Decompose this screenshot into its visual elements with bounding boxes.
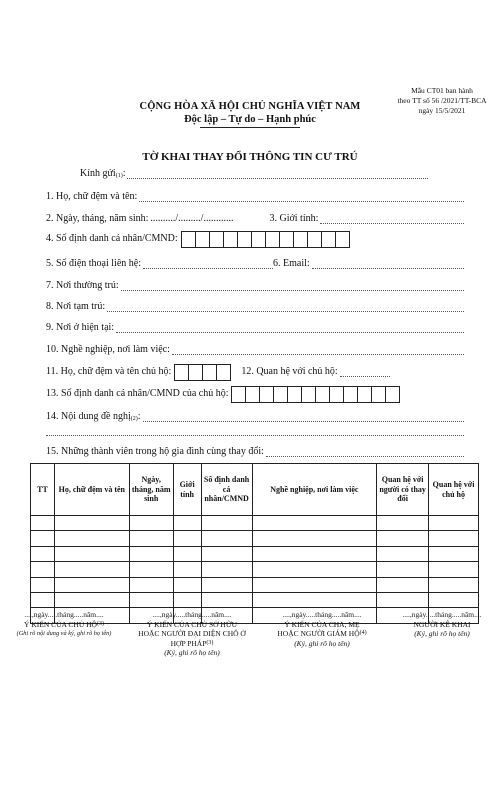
form-title: TỜ KHAI THAY ĐỔI THÔNG TIN CƯ TRÚ <box>142 151 358 163</box>
recipient-field[interactable] <box>127 170 428 179</box>
table-cell[interactable] <box>252 562 377 577</box>
table-cell[interactable] <box>54 516 129 531</box>
col-header-gender: Giới tính <box>173 464 201 516</box>
full-name-line <box>46 191 464 202</box>
table-cell[interactable] <box>173 546 201 561</box>
permanent-residence-label: 7. Nơi thường trú: <box>46 280 119 291</box>
household-head-line <box>46 364 390 381</box>
table-cell[interactable] <box>129 546 173 561</box>
members-heading: 15. Những thành viên trong hộ gia đình cùng thay đổi: <box>46 446 264 457</box>
national-motto: Độc lập – Tự do – Hạnh phúc <box>184 114 316 125</box>
table-cell[interactable] <box>377 546 429 561</box>
sig-note: (Ghi rõ nội dung và ký, ghi rõ họ tên) <box>16 630 112 637</box>
table-cell[interactable] <box>429 546 479 561</box>
occupation-field[interactable] <box>172 346 464 355</box>
col-header-full-name: Họ, chữ đệm và tên <box>54 464 129 516</box>
table-cell[interactable] <box>252 531 377 546</box>
temporary-residence-field[interactable] <box>107 303 464 312</box>
table-cell[interactable] <box>201 562 252 577</box>
table-cell[interactable] <box>429 592 479 607</box>
table-cell[interactable] <box>377 562 429 577</box>
phone-email-line <box>46 258 464 269</box>
form-code <box>388 86 496 116</box>
sig-date[interactable]: ....,ngày.....tháng.....năm.... <box>24 610 104 619</box>
sig-footnote: (4) <box>359 630 367 636</box>
table-body <box>31 516 479 624</box>
relationship-label: 12. Quan hệ với chủ hộ: <box>241 366 338 377</box>
request-content-label: 14. Nội dung đề nghị <box>46 411 131 422</box>
table-cell[interactable] <box>201 516 252 531</box>
table-row <box>31 546 479 561</box>
table-cell[interactable] <box>31 562 55 577</box>
household-head-boxes[interactable] <box>175 364 231 381</box>
household-members-table <box>30 463 479 624</box>
email-field[interactable] <box>312 260 464 269</box>
sig-date[interactable]: ....,ngày.....tháng.....năm.... <box>282 610 362 619</box>
table-cell[interactable] <box>129 577 173 592</box>
table-cell[interactable] <box>129 562 173 577</box>
signature-parent-guardian <box>262 610 382 648</box>
national-heading <box>130 101 370 128</box>
birth-date-field[interactable]: ........../........./............ <box>150 213 234 224</box>
current-residence-field[interactable] <box>116 324 464 333</box>
table-cell[interactable] <box>129 592 173 607</box>
col-header-birth-date: Ngày, tháng, năm sinh <box>129 464 173 516</box>
members-heading-fill <box>266 448 464 457</box>
table-cell[interactable] <box>173 562 201 577</box>
request-content-extra-line[interactable] <box>46 435 464 436</box>
table-cell[interactable] <box>377 531 429 546</box>
sig-date[interactable]: ....,ngày.....tháng.....năm.... <box>402 610 482 619</box>
table-cell[interactable] <box>201 577 252 592</box>
temporary-residence-line <box>46 301 464 312</box>
form-code-line-2: theo TT số 56 /2021/TT-BCA <box>397 96 487 105</box>
household-head-id-boxes[interactable] <box>232 386 400 403</box>
sig-note: (Ký, ghi rõ họ tên) <box>414 629 470 638</box>
table-cell[interactable] <box>201 546 252 561</box>
table-cell[interactable] <box>54 592 129 607</box>
recipient-footnote: (1) <box>115 173 123 179</box>
form-code-line-3: ngày 15/5/2021 <box>418 106 466 115</box>
table-cell[interactable] <box>377 592 429 607</box>
national-name: CỘNG HÒA XÃ HỘI CHỦ NGHĨA VIỆT NAM <box>139 101 361 112</box>
id-number-boxes[interactable] <box>182 231 350 248</box>
table-cell[interactable] <box>377 577 429 592</box>
sig-title: Ý KIẾN CỦA CHỦ HỘ <box>24 619 97 629</box>
sig-title: Ý KIẾN CỦA CHỦ SỞ HỮU HOẶC NGƯỜI ĐẠI DIỆN CHỖ Ở HỢP PHÁP <box>138 619 246 648</box>
sig-footnote: (3) <box>206 639 214 646</box>
full-name-field[interactable] <box>139 193 464 202</box>
household-head-label: 11. Họ, chữ đệm và tên chủ hộ: <box>46 366 172 377</box>
table-cell[interactable] <box>173 516 201 531</box>
phone-label: 5. Số điện thoại liên hệ: <box>46 258 141 269</box>
birth-gender-line <box>46 213 464 224</box>
col-header-relation-to-changer: Quan hệ với người có thay đổi <box>377 464 429 516</box>
sig-title: NGƯỜI KÊ KHAI <box>413 619 471 629</box>
table-cell[interactable] <box>377 516 429 531</box>
gender-field[interactable] <box>320 215 464 224</box>
table-cell[interactable] <box>252 516 377 531</box>
phone-field[interactable] <box>143 260 273 269</box>
permanent-residence-field[interactable] <box>121 282 464 291</box>
sig-footnote: (3) <box>96 620 104 627</box>
table-header-row <box>31 464 479 516</box>
table-cell[interactable] <box>252 546 377 561</box>
recipient-line: Kính gửi $_{(1)}$ : <box>80 168 428 179</box>
id-number-label: 4. Số định danh cá nhân/CMND: <box>46 233 178 244</box>
table-cell[interactable] <box>31 592 55 607</box>
col-header-id-number: Số định danh cá nhân/CMND <box>201 464 252 516</box>
table-row <box>31 516 479 531</box>
sig-note: (Ký, ghi rõ họ tên) <box>164 648 220 657</box>
signature-declarant <box>384 610 500 639</box>
table-cell[interactable] <box>429 516 479 531</box>
request-content-field[interactable] <box>143 413 465 422</box>
table-cell[interactable] <box>129 516 173 531</box>
relationship-field[interactable] <box>340 368 390 377</box>
table-cell[interactable] <box>173 577 201 592</box>
occupation-line <box>46 344 464 355</box>
temporary-residence-label: 8. Nơi tạm trú: <box>46 301 106 312</box>
gender-label: 3. Giới tính: <box>269 213 319 224</box>
table-cell[interactable] <box>429 531 479 546</box>
table-row <box>31 577 479 592</box>
table-cell[interactable] <box>429 577 479 592</box>
table-cell[interactable] <box>201 531 252 546</box>
table-cell[interactable] <box>252 577 377 592</box>
motto-underline <box>200 127 300 128</box>
col-header-occupation: Nghề nghiệp, nơi làm việc <box>252 464 377 516</box>
table-row <box>31 531 479 546</box>
request-content-line: 14. Nội dung đề nghị $_{(2)}$ : <box>46 411 464 422</box>
table-row <box>31 592 479 607</box>
table-cell[interactable] <box>429 562 479 577</box>
table-cell[interactable] <box>54 531 129 546</box>
signature-property-owner <box>128 610 256 658</box>
birth-date-label: 2. Ngày, tháng, năm sinh: <box>46 213 149 224</box>
permanent-residence-line <box>46 280 464 291</box>
table-cell[interactable] <box>129 531 173 546</box>
table-cell[interactable] <box>252 592 377 607</box>
sig-title: Ý KIẾN CỦA CHA, MẸ HOẶC NGƯỜI GIÁM HỘ <box>277 619 360 638</box>
table-cell[interactable] <box>31 577 55 592</box>
household-head-id-line <box>46 386 400 403</box>
full-name-label: 1. Họ, chữ đệm và tên: <box>46 191 138 202</box>
table-cell[interactable] <box>54 546 129 561</box>
email-label: 6. Email: <box>273 258 310 269</box>
table-row <box>31 562 479 577</box>
table-cell[interactable] <box>173 592 201 607</box>
col-header-order: TT <box>31 464 55 516</box>
request-footnote: (2) <box>130 416 138 422</box>
sig-date[interactable]: ....,ngày.....tháng.....năm.... <box>152 610 232 619</box>
table-cell[interactable] <box>54 577 129 592</box>
table-cell[interactable] <box>31 531 55 546</box>
members-heading-line <box>46 446 464 457</box>
form-code-line-1: Mẫu CT01 ban hành <box>411 86 473 95</box>
household-head-id-label: 13. Số định danh cá nhân/CMND của chủ hộ: <box>46 388 229 399</box>
table-cell[interactable] <box>173 531 201 546</box>
table-cell[interactable] <box>31 516 55 531</box>
current-residence-line <box>46 322 464 333</box>
occupation-label: 10. Nghề nghiệp, nơi làm việc: <box>46 344 170 355</box>
id-number-line <box>46 231 350 248</box>
signature-household-head <box>0 610 128 639</box>
sig-note: (Ký, ghi rõ họ tên) <box>294 638 350 648</box>
table-cell[interactable] <box>31 546 55 561</box>
table-cell[interactable] <box>201 592 252 607</box>
col-header-relation-to-head: Quan hệ với chủ hộ <box>429 464 479 516</box>
current-residence-label: 9. Nơi ở hiện tại: <box>46 322 115 333</box>
table-cell[interactable] <box>54 562 129 577</box>
recipient-label: Kính gửi <box>80 168 116 179</box>
